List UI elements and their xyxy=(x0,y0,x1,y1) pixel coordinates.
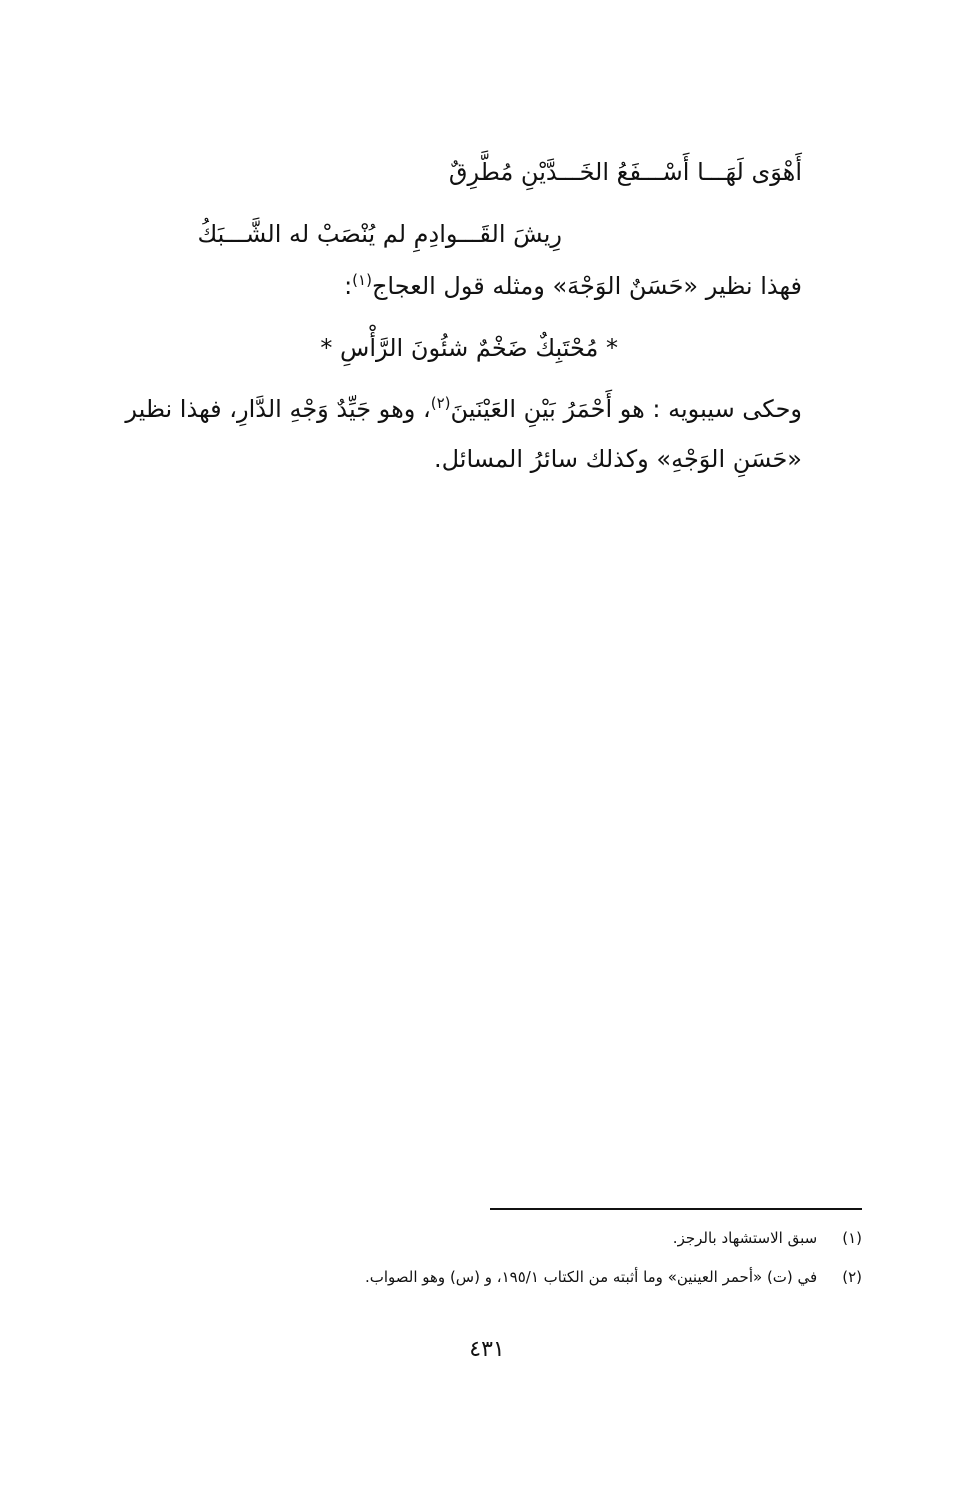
footnote-divider xyxy=(490,1208,862,1210)
citation-text: فهذا نظير «حَسَنٌ الوَجْهَ» ومثله قول العجاج xyxy=(371,272,802,300)
rajaz-verse: * مُحْتَبِكٌ ضَخْمٌ شئُونَ الرَّأْسِ * xyxy=(320,334,618,362)
footnote-text-2: في (ت) «أحمر العينين» وما أثبته من الكتاب ١٩٥/١، و (س) وهو الصواب. xyxy=(364,1268,818,1286)
page-number: ٤٣١ xyxy=(469,1337,505,1362)
footnote-ref-2: (٢) xyxy=(430,394,451,412)
citation-line xyxy=(344,268,802,304)
paragraph-text-1: وحكى سيبويه : هو أَحْمَرُ بَيْنِ العَيْنَينَ xyxy=(450,395,802,423)
verse-line-2: رِيشَ القَـــوادِمِ لم يُنْصَبْ له الشَّـــبَكُ xyxy=(197,220,562,248)
footnote-marker-2: (٢) xyxy=(842,1268,862,1286)
footnote-text-1: سبق الاستشهاد بالرجز. xyxy=(672,1229,818,1247)
citation-colon: : xyxy=(344,272,353,300)
body-paragraph xyxy=(112,384,802,484)
footnote-2 xyxy=(365,1265,862,1289)
footnote-1 xyxy=(673,1226,862,1250)
paragraph-text-2: ، وهو جَيِّدٌ وَجْهِ الدَّارِ، فهذا نظير «حَسَنِ الوَجْهِ» وكذلك سائرُ المسائل. xyxy=(125,395,802,473)
verse-line-1: أَهْوَى لَهَـــا أَسْـــفَعُ الخَـــدَّيْنِ مُطَّرِقٌ xyxy=(448,158,802,186)
footnote-ref-1: (١) xyxy=(352,271,372,289)
footnote-marker-1: (١) xyxy=(842,1229,862,1247)
